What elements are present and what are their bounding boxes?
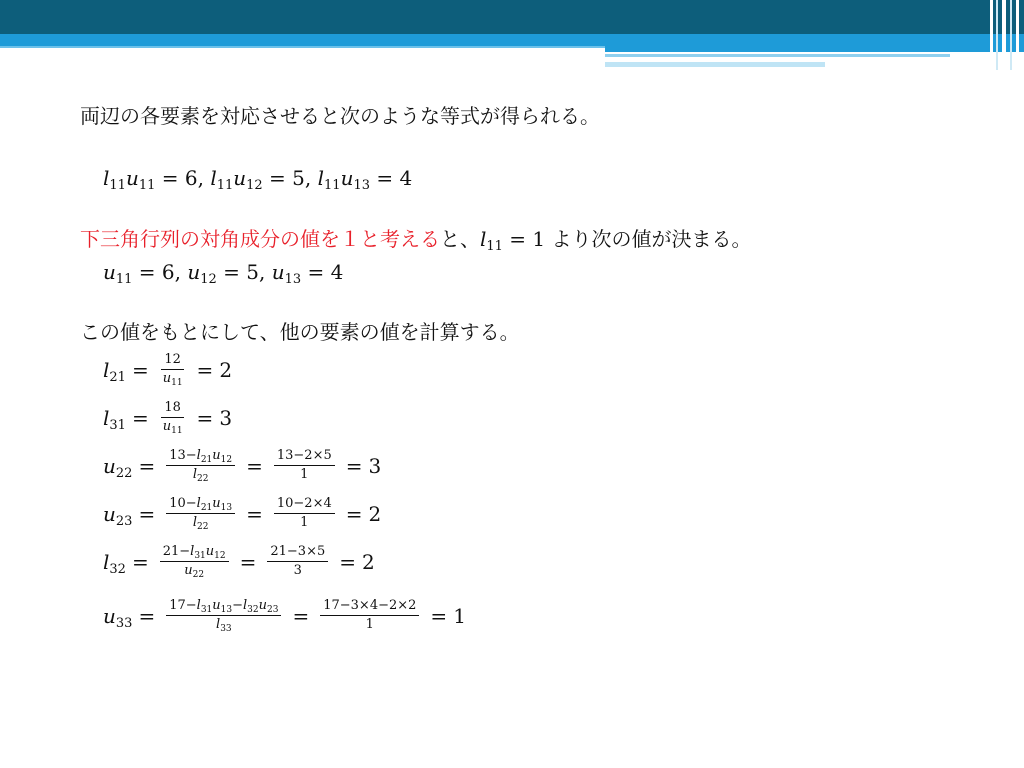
equals-sign: =	[430, 603, 448, 628]
fraction-denominator: $u_{11}$	[162, 419, 183, 436]
equation-row	[103, 400, 232, 435]
equation-result: 3	[219, 405, 233, 430]
equation-lhs: $u_{33}$	[103, 603, 133, 631]
fraction-numerator: 21−3×5	[267, 544, 328, 562]
equation-lhs: $u_{23}$	[103, 501, 133, 529]
fraction-numerator: 12	[161, 352, 184, 370]
equation-result: 2	[362, 549, 375, 574]
equals-sign: =	[131, 549, 149, 574]
numeric-fraction	[274, 448, 335, 483]
equals-sign: =	[292, 603, 310, 628]
fraction-denominator: $l_{33}$	[216, 617, 232, 634]
fraction-numerator: $17-l_{31}u_{13}-l_{32}u_{23}$	[166, 598, 281, 616]
equals-sign: =	[138, 603, 156, 628]
equation-result: 2	[368, 501, 382, 526]
equation-lhs: $u_{22}$	[103, 453, 133, 481]
numeric-fraction	[320, 598, 419, 633]
equation-lhs: $l_{31}$	[103, 405, 126, 433]
fraction-numerator: 13−2×5	[274, 448, 335, 466]
fraction-numerator: 17−3×4−2×2	[320, 598, 419, 616]
assumption-line	[80, 225, 752, 253]
equation-row	[103, 352, 232, 387]
equation-result: 3	[368, 453, 382, 478]
numeric-fraction	[274, 496, 335, 531]
fraction-denominator: $l_{22}$	[192, 467, 209, 484]
fraction-denominator: 1	[300, 467, 309, 482]
numeric-fraction	[267, 544, 328, 579]
fraction-numerator: $21-l_{31}u_{12}$	[160, 544, 229, 562]
equals-sign: =	[339, 549, 357, 574]
fraction-denominator: $l_{22}$	[192, 515, 209, 532]
after-highlight-text: と、	[440, 227, 480, 251]
compute-note: この値をもとにして、他の要素の値を計算する。	[80, 320, 520, 344]
fraction-numerator: $13-l_{21}u_{12}$	[166, 448, 235, 466]
header-banner	[0, 0, 1024, 70]
equals-sign: =	[196, 357, 214, 382]
equation-row	[103, 496, 381, 531]
highlight-text: 下三角行列の対角成分の値を１と考える	[80, 227, 440, 251]
equation-row	[103, 448, 381, 483]
equals-sign: =	[345, 501, 363, 526]
fraction-numerator: $10-l_{21}u_{13}$	[166, 496, 235, 514]
symbolic-fraction	[166, 448, 235, 483]
equation-result: 1	[453, 603, 466, 628]
equals-sign: =	[138, 453, 156, 478]
symbolic-fraction	[160, 352, 186, 387]
equation-lhs: $l_{32}$	[103, 549, 126, 577]
symbolic-fraction	[166, 598, 281, 633]
fraction-numerator: 18	[161, 400, 184, 418]
equation-row	[103, 544, 375, 579]
equals-sign: =	[246, 453, 263, 478]
equals-sign: =	[239, 549, 257, 574]
fraction-denominator: 1	[300, 515, 309, 530]
equation-row	[103, 598, 466, 633]
fraction-denominator: $u_{22}$	[184, 563, 205, 580]
symbolic-fraction	[160, 544, 229, 579]
equals-sign: =	[196, 405, 214, 430]
symbolic-fraction	[160, 400, 186, 435]
u-values-row: $u_{11} = 6$, $u_{12} = 5$, $u_{13} = 4$	[103, 260, 344, 287]
fraction-denominator: 3	[293, 563, 302, 578]
equation-lhs: $l_{21}$	[103, 357, 126, 385]
equation-result: 2	[219, 357, 233, 382]
fraction-denominator: $u_{11}$	[162, 371, 183, 388]
equals-sign: =	[138, 501, 156, 526]
l11-assignment: $l_{11} = 1$	[480, 227, 546, 254]
symbolic-fraction	[166, 496, 235, 531]
fraction-denominator: 1	[365, 617, 374, 632]
equals-sign: =	[131, 357, 149, 382]
intro-text: 両辺の各要素を対応させると次のような等式が得られる。	[80, 104, 600, 128]
first-row-equations: $l_{11}u_{11} = 6$, $l_{11}u_{12} = 5$, $l_{11}u_{13} = 4$	[103, 166, 413, 193]
equals-sign: =	[246, 501, 263, 526]
decided-text: より次の値が決まる。	[551, 227, 752, 251]
fraction-numerator: 10−2×4	[274, 496, 335, 514]
equals-sign: =	[131, 405, 149, 430]
equals-sign: =	[345, 453, 363, 478]
